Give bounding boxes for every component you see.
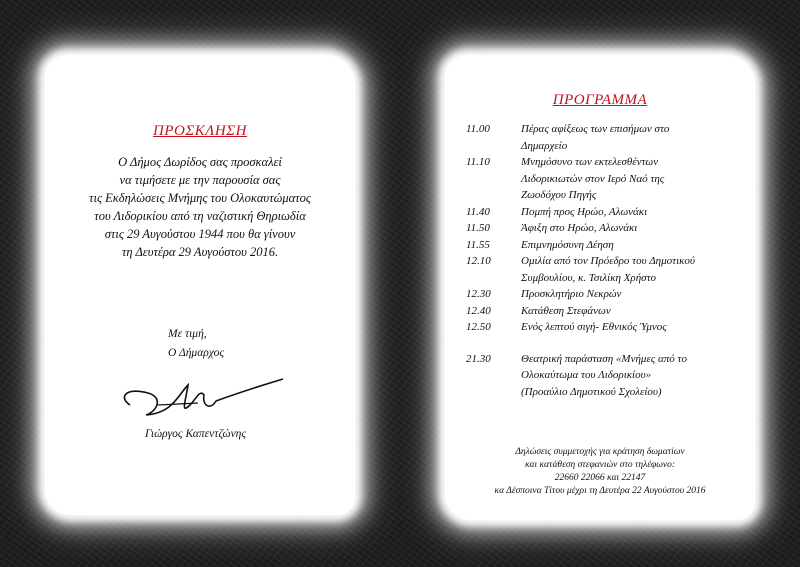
schedule-time: 11.55 xyxy=(466,238,490,251)
schedule-row xyxy=(466,154,736,204)
event-line: Μνημόσυνο των εκτελεσθέντων xyxy=(521,156,659,168)
schedule-event xyxy=(521,253,736,286)
signer-name: Γιώργος Καπεντζώνης xyxy=(145,428,247,440)
mayor-role: Ο Δήμαρχος xyxy=(168,347,224,359)
schedule-row xyxy=(466,253,736,286)
schedule-time: 11.40 xyxy=(466,205,490,218)
schedule-time: 12.30 xyxy=(466,288,491,300)
schedule-event xyxy=(521,237,736,254)
event-line: Ολοκαύτωμα του Λιδορικίου» xyxy=(521,369,652,381)
event-line: Συμβουλίου, κ. Τσιλίκη Χρήστο xyxy=(521,271,657,284)
schedule-event xyxy=(521,204,736,221)
closing-block xyxy=(168,325,224,363)
event-line: Λιδορικιωτών στον Ιερό Ναό της xyxy=(521,172,665,185)
program-title: ΠΡΟΓΡΑΜΜΑ xyxy=(552,92,648,108)
invitation-line: τη Δευτέρα 29 Αυγούστου 2016. xyxy=(121,245,279,259)
closing-text: Με τιμή, xyxy=(168,328,207,340)
schedule-row xyxy=(466,220,736,237)
schedule-row xyxy=(466,237,736,254)
schedule-row xyxy=(466,303,736,320)
schedule-event xyxy=(521,154,736,204)
invitation-line: του Λιδορικίου από τη ναζιστική Θηριωδία xyxy=(94,209,306,223)
footer-line: Δηλώσεις συμμετοχής για κράτηση δωματίων xyxy=(515,447,685,457)
event-line: (Προαύλιο Δημοτικού Σχολείου) xyxy=(521,385,662,398)
schedule-event xyxy=(521,220,736,237)
event-line: Προσκλητήριο Νεκρών xyxy=(521,288,622,300)
event-line: Πομπή προς Ηρώο, Αλωνάκι xyxy=(521,205,648,218)
event-line: Ζωοδόχου Πηγής xyxy=(521,189,597,201)
schedule-event xyxy=(521,121,736,154)
invitation-line: Ο Δήμος Δωρίδος σας προσκαλεί xyxy=(118,155,282,169)
schedule-event xyxy=(521,286,736,303)
invitation-line: να τιμήσετε με την παρουσία σας xyxy=(119,173,281,187)
event-line: Επιμνημόσυνη Δέηση xyxy=(521,238,614,251)
program-schedule xyxy=(466,121,736,400)
schedule-time: 12.50 xyxy=(466,321,491,333)
footer-phone: 22660 22066 και 22147 xyxy=(554,473,646,483)
schedule-row xyxy=(466,121,736,154)
event-line: Άφιξη στο Ηρώο, Αλωνάκι xyxy=(521,222,638,234)
schedule-row xyxy=(466,351,736,401)
schedule-time: 11.50 xyxy=(466,222,490,234)
invitation-line: στις 29 Αυγούστου 1944 που θα γίνουν xyxy=(104,227,296,241)
invitation-text xyxy=(0,153,400,261)
invitation-line: τις Εκδηλώσεις Μνήμης του Ολοκαυτώματος xyxy=(89,191,311,205)
event-line: Ενός λεπτού σιγή- Εθνικός Ύμνος xyxy=(521,321,667,333)
footer-line: κα Δέσποινα Τίτου μέχρι τη Δευτέρα 22 Αυγούστου 2016 xyxy=(494,486,706,496)
event-line: Κατάθεση Στεφάνων xyxy=(521,304,611,317)
event-line: Δημαρχείο xyxy=(521,139,568,152)
registration-note xyxy=(425,446,775,498)
schedule-time: 12.10 xyxy=(466,255,491,267)
schedule-time: 11.10 xyxy=(466,156,490,168)
schedule-time: 12.40 xyxy=(466,304,491,317)
invitation-title: ΠΡΟΣΚΛΗΣΗ xyxy=(153,123,247,139)
schedule-time: 21.30 xyxy=(466,352,491,365)
event-line: Θεατρική παράσταση «Μνήμες από το xyxy=(521,352,687,365)
handwritten-signature xyxy=(118,375,288,425)
event-line: Ομιλία από τον Πρόεδρο του Δημοτικού xyxy=(521,255,695,267)
schedule-event xyxy=(521,303,736,320)
schedule-row xyxy=(466,204,736,221)
schedule-event xyxy=(521,319,736,336)
schedule-event xyxy=(521,351,736,401)
schedule-time: 11.00 xyxy=(466,123,490,135)
event-line: Πέρας αφίξεως των επισήμων στο xyxy=(521,123,670,135)
footer-line: και κατάθεση στεφανιών στο τηλέφωνο: xyxy=(524,460,676,470)
schedule-row xyxy=(466,286,736,303)
schedule-row xyxy=(466,319,736,336)
